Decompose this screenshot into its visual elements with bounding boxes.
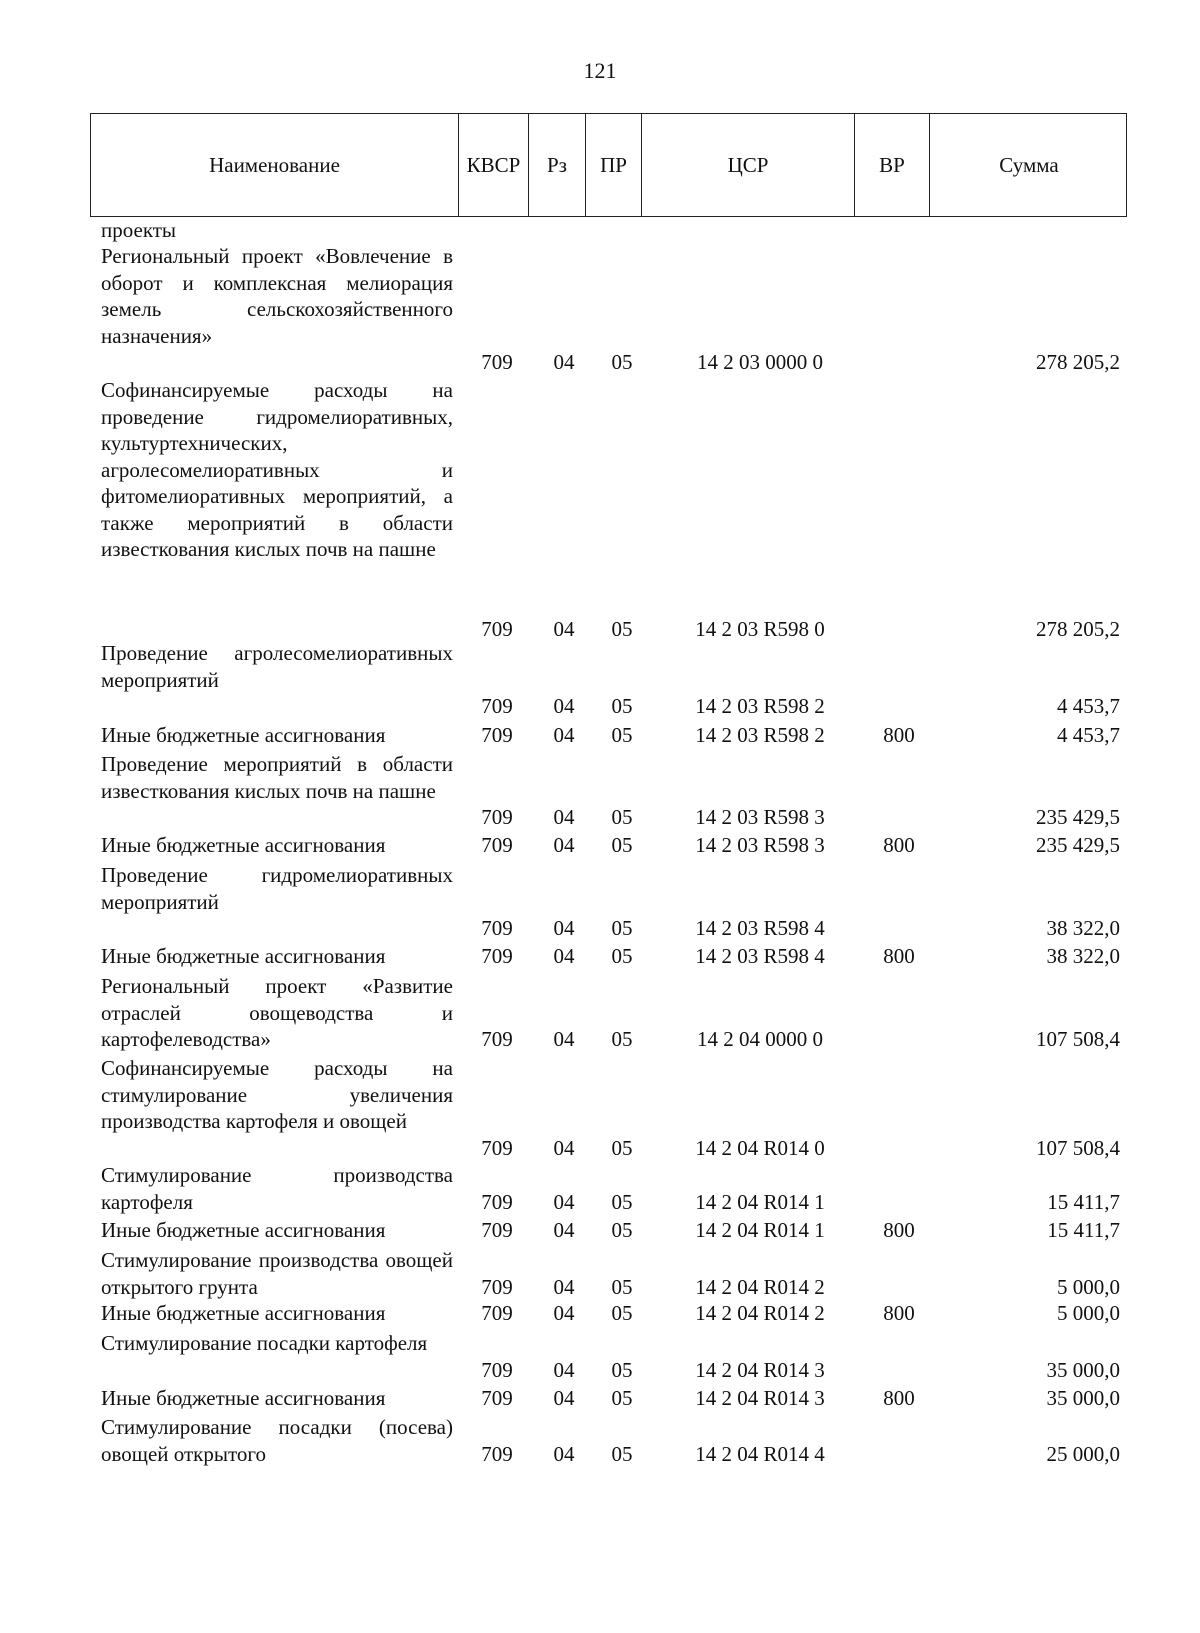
- row-sum: 15 411,7: [1047, 1189, 1120, 1214]
- column-header-name: Наименование: [91, 114, 459, 216]
- row-kvsr: 709: [481, 805, 513, 829]
- row-csr: 14 2 03 R598 4: [695, 944, 825, 968]
- row-rz: 04: [553, 1357, 575, 1382]
- row-csr: 14 2 03 R598 3: [695, 833, 825, 857]
- row-kvsr: 709: [481, 1301, 513, 1325]
- row-sum: 107 508,4: [1036, 1027, 1120, 1051]
- row-pr: 05: [611, 723, 633, 747]
- row-kvsr: 709: [481, 1357, 513, 1382]
- row-sum: 107 508,4: [1036, 1135, 1120, 1160]
- row-rz: 04: [553, 1441, 575, 1466]
- row-name: Иные бюджетные ассигнования: [101, 833, 386, 857]
- row-name: Стимулирование посадки (посева) овощей открытого: [101, 1415, 453, 1466]
- row-vr: 800: [883, 1386, 915, 1410]
- row-sum: 4 453,7: [1057, 694, 1120, 718]
- row-name: Софинансируемые расходы на проведение гидромелиоративных, культуртехнических, агролесомелиоративных и фитомелиоративных мероприятий, а также мероприятий в области известкования кислых почв на пашне: [101, 378, 453, 561]
- row-kvsr: 709: [481, 350, 513, 374]
- row-kvsr: 709: [481, 944, 513, 968]
- row-pr: 05: [611, 694, 633, 718]
- column-header-vr: ВР: [855, 114, 930, 216]
- row-kvsr: 709: [481, 723, 513, 747]
- row-pr: 05: [611, 1357, 633, 1382]
- column-header-kvsr: КВСР: [459, 114, 529, 216]
- row-name: Стимулирование производства овощей открытого грунта: [101, 1248, 453, 1299]
- row-vr: 800: [883, 1218, 915, 1242]
- row-csr: 14 2 03 R598 0: [695, 616, 825, 641]
- row-pr: 05: [611, 1189, 633, 1214]
- row-sum: 278 205,2: [1036, 616, 1120, 641]
- row-sum: 38 322,0: [1046, 944, 1120, 968]
- row-pr: 05: [611, 1135, 633, 1160]
- row-name: Стимулирование производства картофеля: [101, 1163, 453, 1214]
- row-rz: 04: [553, 1301, 575, 1325]
- row-name: Иные бюджетные ассигнования: [101, 1301, 386, 1325]
- row-pr: 05: [611, 1441, 633, 1466]
- row-csr: 14 2 03 R598 4: [695, 916, 825, 940]
- column-header-csr: ЦСР: [642, 114, 855, 216]
- row-csr: 14 2 04 R014 4: [695, 1441, 825, 1466]
- row-rz: 04: [553, 1274, 575, 1299]
- row-rz: 04: [553, 1189, 575, 1214]
- column-header-rz: Рз: [529, 114, 586, 216]
- row-csr: 14 2 03 R598 2: [695, 723, 825, 747]
- row-rz: 04: [553, 1386, 575, 1410]
- row-pr: 05: [611, 916, 633, 940]
- row-sum: 35 000,0: [1046, 1386, 1120, 1410]
- row-pr: 05: [611, 1218, 633, 1242]
- row-csr: 14 2 04 R014 0: [695, 1135, 825, 1160]
- row-rz: 04: [553, 916, 575, 940]
- row-pr: 05: [611, 833, 633, 857]
- row-sum: 5 000,0: [1057, 1301, 1120, 1325]
- row-sum: 25 000,0: [1046, 1441, 1120, 1466]
- row-name: Региональный проект «Вовлечение в оборот и комплексная мелиорация земель сельскохозяйственного назначения»: [101, 244, 453, 348]
- row-kvsr: 709: [481, 1027, 513, 1051]
- row-name: Региональный проект «Развитие отраслей овощеводства и картофелеводства»: [101, 974, 453, 1051]
- row-pr: 05: [611, 350, 633, 374]
- row-name: Проведение агролесомелиоративных мероприятий: [101, 641, 453, 692]
- row-kvsr: 709: [481, 1135, 513, 1160]
- row-rz: 04: [553, 616, 575, 641]
- row-vr: 800: [883, 1301, 915, 1325]
- row-csr: 14 2 04 R014 1: [695, 1189, 825, 1214]
- row-pr: 05: [611, 1027, 633, 1051]
- row-name: Иные бюджетные ассигнования: [101, 944, 386, 968]
- row-kvsr: 709: [481, 1218, 513, 1242]
- row-sum: 35 000,0: [1046, 1357, 1120, 1382]
- row-sum: 235 429,5: [1036, 805, 1120, 829]
- column-header-sum: Сумма: [999, 152, 1059, 177]
- row-kvsr: 709: [481, 1189, 513, 1214]
- row-rz: 04: [553, 1027, 575, 1051]
- row-kvsr: 709: [481, 1441, 513, 1466]
- row-pr: 05: [611, 1301, 633, 1325]
- row-name: Софинансируемые расходы на стимулирование увеличения производства картофеля и овощей: [101, 1056, 453, 1133]
- row-csr: 14 2 03 R598 2: [695, 694, 825, 718]
- row-rz: 04: [553, 1135, 575, 1160]
- row-pr: 05: [611, 944, 633, 968]
- row-name: Иные бюджетные ассигнования: [101, 723, 386, 747]
- row-sum: 38 322,0: [1046, 916, 1120, 940]
- row-sum: 5 000,0: [1057, 1274, 1120, 1299]
- row-sum: 235 429,5: [1036, 833, 1120, 857]
- row-rz: 04: [553, 833, 575, 857]
- row-kvsr: 709: [481, 1386, 513, 1410]
- row-vr: 800: [883, 944, 915, 968]
- row-csr: 14 2 03 R598 3: [695, 805, 825, 829]
- row-vr: 800: [883, 723, 915, 747]
- row-csr: 14 2 04 R014 2: [695, 1274, 825, 1299]
- row-name: Иные бюджетные ассигнования: [101, 1218, 386, 1242]
- row-rz: 04: [553, 1218, 575, 1242]
- row-name: Иные бюджетные ассигнования: [101, 1386, 386, 1410]
- row-csr: 14 2 04 R014 3: [695, 1386, 825, 1410]
- row-sum: 15 411,7: [1047, 1218, 1120, 1242]
- row-vr: 800: [883, 833, 915, 857]
- row-sum: 4 453,7: [1057, 723, 1120, 747]
- row-kvsr: 709: [481, 833, 513, 857]
- page-number: 121: [583, 58, 617, 83]
- row-rz: 04: [553, 805, 575, 829]
- row-kvsr: 709: [481, 916, 513, 940]
- column-header-pr: ПР: [586, 114, 642, 216]
- row-rz: 04: [553, 694, 575, 718]
- row-pr: 05: [611, 1274, 633, 1299]
- row-pr: 05: [611, 805, 633, 829]
- row-name: Проведение гидромелиоративных мероприятий: [101, 863, 453, 914]
- row-csr: 14 2 04 R014 2: [695, 1301, 825, 1325]
- row-name: Стимулирование посадки картофеля: [101, 1331, 428, 1355]
- row-csr: 14 2 03 0000 0: [697, 350, 823, 374]
- row-name: Проведение мероприятий в области известкования кислых почв на пашне: [101, 752, 453, 803]
- row-rz: 04: [553, 944, 575, 968]
- row-csr: 14 2 04 R014 1: [695, 1218, 825, 1242]
- table-header: [90, 113, 1127, 217]
- row-rz: 04: [553, 350, 575, 374]
- row-rz: 04: [553, 723, 575, 747]
- row-csr: 14 2 04 0000 0: [697, 1027, 823, 1051]
- row-kvsr: 709: [481, 1274, 513, 1299]
- row-kvsr: 709: [481, 694, 513, 718]
- row-kvsr: 709: [481, 616, 513, 641]
- row-sum: 278 205,2: [1036, 350, 1120, 374]
- row-pr: 05: [611, 1386, 633, 1410]
- row-csr: 14 2 04 R014 3: [695, 1357, 825, 1382]
- row-pr: 05: [611, 616, 633, 641]
- row-name: проекты: [101, 218, 177, 242]
